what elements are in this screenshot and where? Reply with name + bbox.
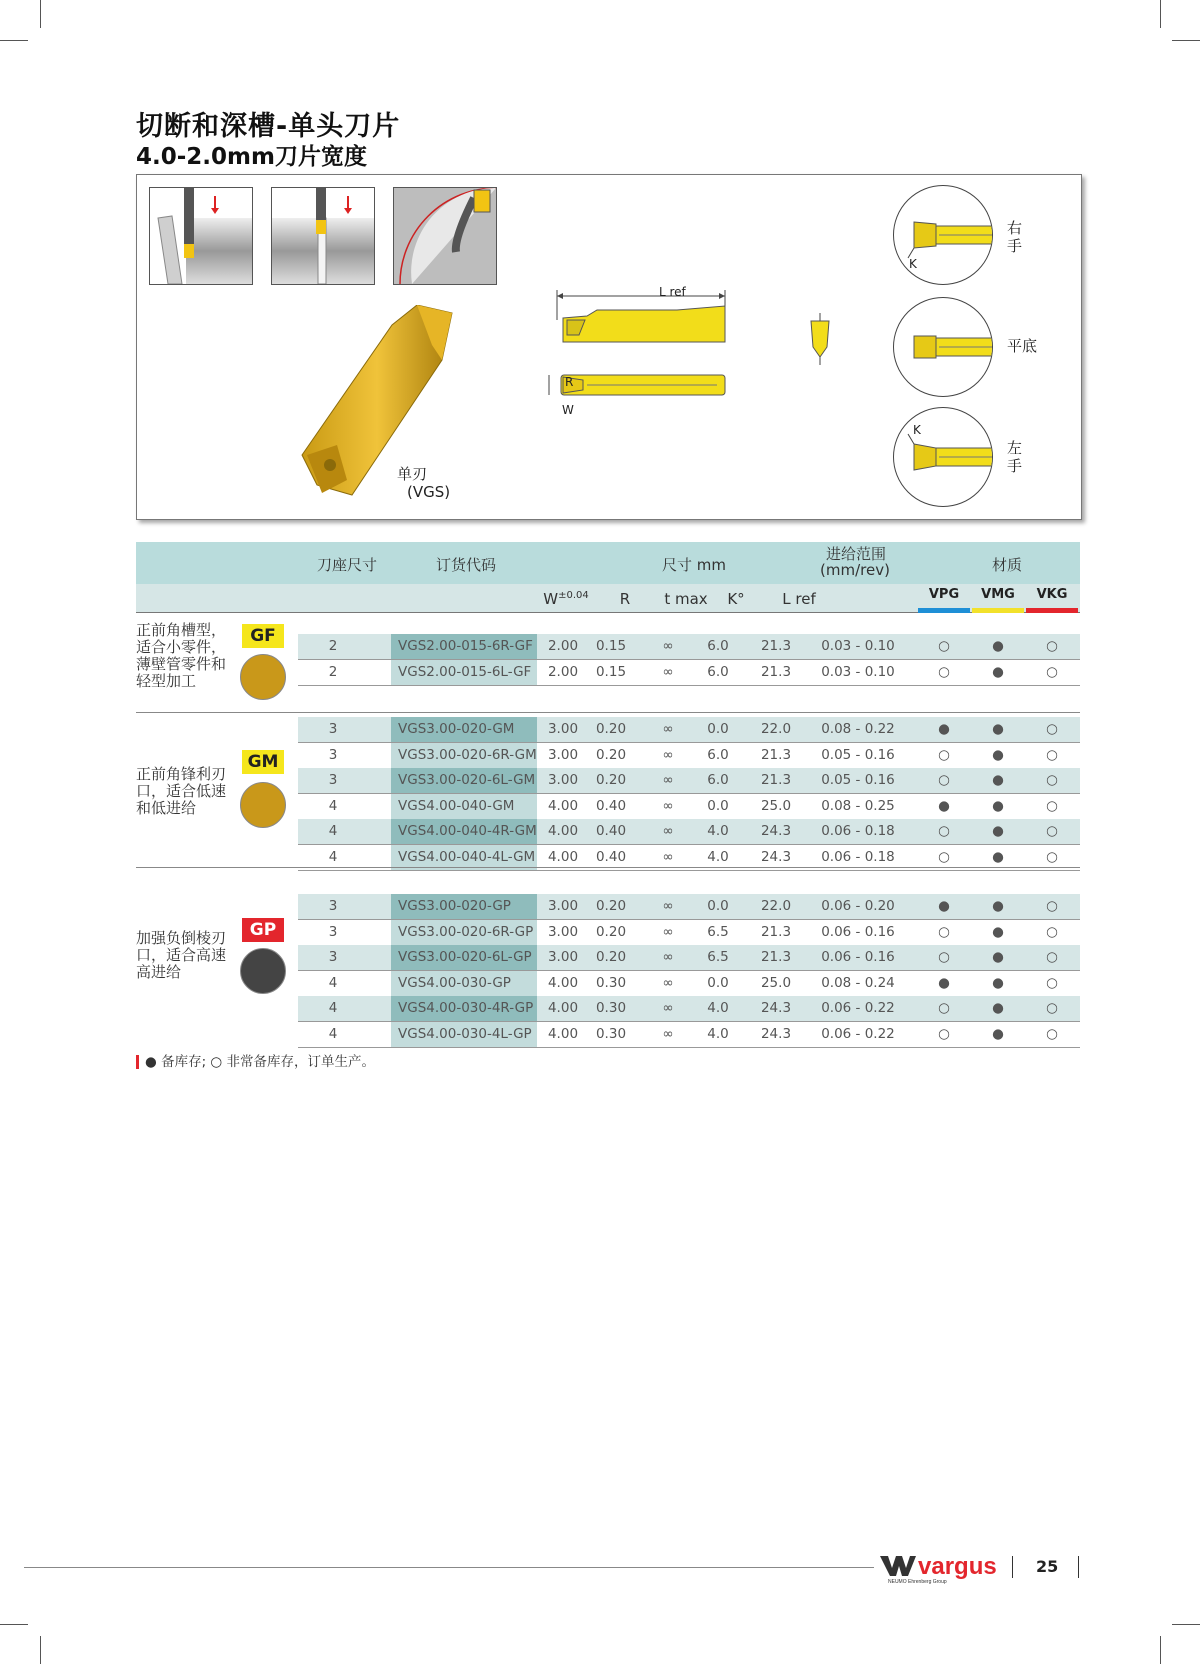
cell-lref: 21.3 — [760, 923, 792, 940]
cell-size: 4 — [328, 1026, 338, 1042]
cell-feed: 0.06 - 0.22 — [821, 1000, 895, 1017]
application-grooving-image — [271, 187, 375, 285]
group-description: 加强负倒棱刃口，适合高速高进给 — [136, 929, 227, 981]
cell-r: 0.20 — [595, 721, 627, 737]
cell-tmax: ∞ — [662, 746, 674, 763]
cell-size: 3 — [328, 898, 338, 914]
cell-vmg: ● — [992, 949, 1004, 966]
cell-lref: 21.3 — [760, 746, 792, 763]
cell-vmg: ● — [992, 772, 1004, 789]
cell-r: 0.30 — [595, 1000, 627, 1017]
insert-tip-image — [240, 948, 286, 994]
cell-vmg: ● — [992, 663, 1004, 680]
table-row — [298, 819, 1080, 845]
header-dimensions: 尺寸 mm — [662, 556, 726, 574]
cell-tmax: ∞ — [662, 823, 674, 840]
insert-end-view — [805, 313, 835, 365]
cell-vpg: ○ — [938, 663, 950, 680]
k-angle-label: K — [913, 423, 921, 437]
table-header — [136, 542, 1080, 584]
header-r: R — [619, 590, 631, 608]
cell-vmg: ● — [992, 823, 1004, 840]
cell-r: 0.20 — [595, 746, 627, 763]
cell-lref: 21.3 — [760, 638, 792, 654]
cell-code: VGS4.00-030-4R-GP — [398, 1000, 534, 1017]
cell-vmg: ● — [992, 797, 1004, 814]
header-w-tolerance: ±0.04 — [558, 590, 589, 601]
cell-vkg: ○ — [1046, 721, 1058, 737]
cell-lref: 21.3 — [760, 949, 792, 966]
cell-k: 0.0 — [707, 721, 729, 737]
page-title: 切断和深槽-单头刀片 — [136, 111, 401, 142]
cell-w: 3.00 — [547, 746, 579, 763]
cell-vkg: ○ — [1046, 772, 1058, 789]
cell-feed: 0.06 - 0.22 — [821, 1026, 895, 1042]
cell-r: 0.15 — [595, 663, 627, 680]
cell-code: VGS2.00-015-6R-GF — [398, 638, 533, 654]
cell-k: 4.0 — [707, 823, 729, 840]
crop-mark — [1172, 1624, 1200, 1625]
cell-vpg: ○ — [938, 1026, 950, 1042]
cell-size: 4 — [328, 974, 338, 991]
cell-tmax: ∞ — [662, 638, 674, 654]
cell-vmg: ● — [992, 638, 1004, 654]
cell-tmax: ∞ — [662, 974, 674, 991]
cell-vpg: ● — [938, 721, 950, 737]
cell-size: 3 — [328, 772, 338, 789]
note-marker — [136, 1055, 139, 1069]
cell-vpg: ○ — [938, 746, 950, 763]
cell-k: 4.0 — [707, 849, 729, 865]
cell-r: 0.40 — [595, 849, 627, 865]
cell-r: 0.40 — [595, 823, 627, 840]
left-hand-label-2: 手 — [1007, 457, 1023, 475]
cell-vkg: ○ — [1046, 974, 1058, 991]
grade-color-bar — [918, 608, 970, 613]
crop-mark — [40, 0, 41, 28]
cell-feed: 0.06 - 0.18 — [821, 823, 895, 840]
cell-vkg: ○ — [1046, 823, 1058, 840]
table-row — [298, 660, 1080, 686]
cell-r: 0.20 — [595, 898, 627, 914]
cell-k: 4.0 — [707, 1000, 729, 1017]
cell-r: 0.20 — [595, 923, 627, 940]
group-divider — [136, 867, 1080, 868]
cell-feed: 0.08 - 0.22 — [821, 721, 895, 737]
cell-feed: 0.06 - 0.20 — [821, 898, 895, 914]
cell-feed: 0.06 - 0.16 — [821, 949, 895, 966]
cell-k: 6.0 — [707, 663, 729, 680]
cell-vmg: ● — [992, 923, 1004, 940]
cell-size: 3 — [328, 746, 338, 763]
cell-vkg: ○ — [1046, 797, 1058, 814]
crop-mark — [0, 40, 28, 41]
page-number: 25 — [1036, 1557, 1059, 1576]
left-hand-detail — [893, 407, 993, 507]
cell-r: 0.30 — [595, 1026, 627, 1042]
cell-w: 3.00 — [547, 949, 579, 966]
application-parting-image — [149, 187, 253, 285]
cell-feed: 0.05 - 0.16 — [821, 746, 895, 763]
header-w — [536, 590, 596, 608]
cell-vkg: ○ — [1046, 923, 1058, 940]
cell-w: 3.00 — [547, 721, 579, 737]
cell-vmg: ● — [992, 974, 1004, 991]
w-dimension-label: W — [562, 403, 574, 417]
cell-feed: 0.08 - 0.24 — [821, 974, 895, 991]
right-hand-label-1: 右 — [1007, 219, 1023, 237]
cell-r: 0.30 — [595, 974, 627, 991]
cell-size: 4 — [328, 797, 338, 814]
cell-k: 4.0 — [707, 1026, 729, 1042]
left-hand-label-1: 左 — [1007, 439, 1023, 457]
cell-vpg: ○ — [938, 923, 950, 940]
table-row — [298, 920, 1080, 946]
cell-tmax: ∞ — [662, 1000, 674, 1017]
cell-vpg: ● — [938, 974, 950, 991]
cell-vpg: ○ — [938, 949, 950, 966]
table-row — [298, 996, 1080, 1022]
header-feed-range: 进给范围 — [825, 545, 886, 563]
cell-code: VGS4.00-040-4R-GM — [398, 823, 537, 840]
cell-code: VGS4.00-040-4L-GM — [398, 849, 536, 865]
cell-lref: 24.3 — [760, 849, 792, 865]
insert-code-label: (VGS) — [407, 483, 451, 501]
cell-code: VGS4.00-030-GP — [398, 974, 511, 991]
footer-divider — [1012, 1556, 1013, 1578]
cell-vpg: ○ — [938, 823, 950, 840]
cell-vmg: ● — [992, 721, 1004, 737]
footer-divider — [1078, 1556, 1079, 1578]
group-divider — [136, 712, 1080, 713]
cell-lref: 24.3 — [760, 1026, 792, 1042]
header-feed-range-unit: (mm/rev) — [820, 561, 890, 579]
cell-feed: 0.03 - 0.10 — [821, 638, 895, 654]
cell-lref: 22.0 — [760, 721, 792, 737]
header-w-label: W — [543, 590, 559, 608]
table-row — [298, 768, 1080, 794]
table-row — [298, 634, 1080, 660]
cell-vmg: ● — [992, 849, 1004, 865]
insert-tip-image — [240, 654, 286, 700]
cell-code: VGS2.00-015-6L-GF — [398, 663, 532, 680]
cell-code: VGS3.00-020-6R-GM — [398, 746, 537, 763]
neutral-label: 平底 — [1007, 337, 1038, 355]
cell-feed: 0.05 - 0.16 — [821, 772, 895, 789]
chipbreaker-badge: GF — [242, 624, 284, 648]
cell-w: 4.00 — [547, 1000, 579, 1017]
header-tmax: t max — [664, 590, 708, 608]
application-face-grooving-image — [393, 187, 497, 285]
footer-rule — [24, 1567, 874, 1568]
grade-header-2: VKG — [1036, 587, 1068, 602]
table-row — [298, 894, 1080, 920]
grade-header-1: VMG — [981, 587, 1015, 602]
cell-tmax: ∞ — [662, 849, 674, 865]
cell-size: 4 — [328, 849, 338, 865]
cell-code: VGS3.00-020-6L-GP — [398, 949, 532, 966]
cell-tmax: ∞ — [662, 772, 674, 789]
cell-k: 0.0 — [707, 797, 729, 814]
cell-vpg: ● — [938, 898, 950, 914]
neutral-detail — [893, 297, 993, 397]
header-holder-size: 刀座尺寸 — [316, 556, 377, 574]
right-hand-label-2: 手 — [1007, 237, 1023, 255]
brand-subline: NEUMO Ehrenberg Group — [888, 1579, 947, 1584]
cell-lref: 25.0 — [760, 974, 792, 991]
cell-tmax: ∞ — [662, 1026, 674, 1042]
vargus-logo — [880, 1552, 1010, 1584]
brand-wordmark: vargus — [918, 1553, 997, 1580]
r-dimension-label: R — [565, 375, 574, 389]
grade-color-bar — [1026, 608, 1078, 613]
table-row — [298, 1022, 1080, 1048]
cell-size: 4 — [328, 823, 338, 840]
group-description: 正前角槽型，适合小零件，薄壁管零件和轻型加工 — [136, 621, 227, 690]
header-grade: 材质 — [991, 556, 1022, 574]
crop-mark — [40, 1636, 41, 1664]
insert-type-label: 单刃 — [397, 465, 428, 483]
crop-mark — [1172, 40, 1200, 41]
cell-lref: 25.0 — [760, 797, 792, 814]
product-figure — [136, 174, 1082, 520]
stock-legend-note — [136, 1050, 375, 1070]
cell-feed: 0.06 - 0.18 — [821, 849, 895, 865]
cell-code: VGS3.00-020-6L-GM — [398, 772, 536, 789]
cell-w: 4.00 — [547, 849, 579, 865]
cell-vkg: ○ — [1046, 746, 1058, 763]
cell-k: 0.0 — [707, 898, 729, 914]
cell-size: 3 — [328, 721, 338, 737]
stock-legend-text: ● 备库存; ○ 非常备库存，订单生产。 — [145, 1054, 375, 1070]
cell-w: 4.00 — [547, 797, 579, 814]
chipbreaker-badge: GM — [242, 750, 284, 774]
chipbreaker-badge: GP — [242, 918, 284, 942]
cell-size: 3 — [328, 949, 338, 966]
cell-tmax: ∞ — [662, 721, 674, 737]
cell-feed: 0.06 - 0.16 — [821, 923, 895, 940]
cell-tmax: ∞ — [662, 663, 674, 680]
cell-vkg: ○ — [1046, 898, 1058, 914]
cell-lref: 21.3 — [760, 772, 792, 789]
cell-vmg: ● — [992, 746, 1004, 763]
cell-r: 0.20 — [595, 772, 627, 789]
header-order-code: 订货代码 — [435, 556, 496, 574]
cell-lref: 24.3 — [760, 823, 792, 840]
cell-vkg: ○ — [1046, 638, 1058, 654]
cell-r: 0.15 — [595, 638, 627, 654]
dimension-drawing — [527, 280, 757, 420]
cell-k: 6.5 — [707, 949, 729, 966]
cell-code: VGS3.00-020-GP — [398, 898, 511, 914]
cell-r: 0.40 — [595, 797, 627, 814]
crop-mark — [1160, 1636, 1161, 1664]
right-hand-detail — [893, 185, 993, 285]
cell-tmax: ∞ — [662, 949, 674, 966]
cell-feed: 0.03 - 0.10 — [821, 663, 895, 680]
table-row — [298, 717, 1080, 743]
insert-tip-image — [240, 782, 286, 828]
cell-feed: 0.08 - 0.25 — [821, 797, 895, 814]
cell-vpg: ● — [938, 797, 950, 814]
group-description: 正前角锋利刃口，适合低速和低进给 — [136, 765, 227, 817]
crop-mark — [1160, 0, 1161, 28]
cell-k: 6.0 — [707, 638, 729, 654]
grade-color-bar — [972, 608, 1024, 613]
crop-mark — [0, 1624, 28, 1625]
cell-tmax: ∞ — [662, 923, 674, 940]
cell-size: 2 — [328, 663, 338, 680]
cell-size: 3 — [328, 923, 338, 940]
table-row — [298, 743, 1080, 769]
cell-k: 6.0 — [707, 746, 729, 763]
cell-size: 4 — [328, 1000, 338, 1017]
cell-w: 2.00 — [547, 663, 579, 680]
cell-w: 3.00 — [547, 772, 579, 789]
table-row — [298, 794, 1080, 820]
page-subtitle: 4.0-2.0mm刀片宽度 — [136, 144, 367, 170]
cell-lref: 22.0 — [760, 898, 792, 914]
cell-vkg: ○ — [1046, 1000, 1058, 1017]
cell-vmg: ● — [992, 898, 1004, 914]
cell-r: 0.20 — [595, 949, 627, 966]
cell-tmax: ∞ — [662, 797, 674, 814]
cell-vpg: ○ — [938, 638, 950, 654]
cell-vpg: ○ — [938, 1000, 950, 1017]
cell-vmg: ● — [992, 1026, 1004, 1042]
cell-lref: 24.3 — [760, 1000, 792, 1017]
cell-code: VGS4.00-030-4L-GP — [398, 1026, 532, 1042]
header-lref: L ref — [782, 590, 816, 608]
cell-vkg: ○ — [1046, 663, 1058, 680]
cell-tmax: ∞ — [662, 898, 674, 914]
table-row — [298, 971, 1080, 997]
cell-w: 2.00 — [547, 638, 579, 654]
cell-w: 3.00 — [547, 898, 579, 914]
cell-size: 2 — [328, 638, 338, 654]
table-row — [298, 945, 1080, 971]
cell-code: VGS3.00-020-GM — [398, 721, 515, 737]
cell-lref: 21.3 — [760, 663, 792, 680]
cell-vkg: ○ — [1046, 949, 1058, 966]
cell-k: 6.5 — [707, 923, 729, 940]
k-angle-label: K — [909, 257, 917, 271]
cell-vkg: ○ — [1046, 1026, 1058, 1042]
insert-3d-image — [292, 305, 472, 505]
header-k: K° — [727, 590, 745, 608]
cell-vmg: ● — [992, 1000, 1004, 1017]
cell-code: VGS4.00-040-GM — [398, 797, 515, 814]
cell-w: 4.00 — [547, 974, 579, 991]
lref-dimension-label: L ref — [659, 285, 686, 299]
cell-w: 3.00 — [547, 923, 579, 940]
grade-header-0: VPG — [928, 587, 960, 602]
cell-w: 4.00 — [547, 823, 579, 840]
cell-code: VGS3.00-020-6R-GP — [398, 923, 534, 940]
cell-vpg: ○ — [938, 772, 950, 789]
cell-vpg: ○ — [938, 849, 950, 865]
cell-vkg: ○ — [1046, 849, 1058, 865]
cell-k: 0.0 — [707, 974, 729, 991]
cell-w: 4.00 — [547, 1026, 579, 1042]
cell-k: 6.0 — [707, 772, 729, 789]
